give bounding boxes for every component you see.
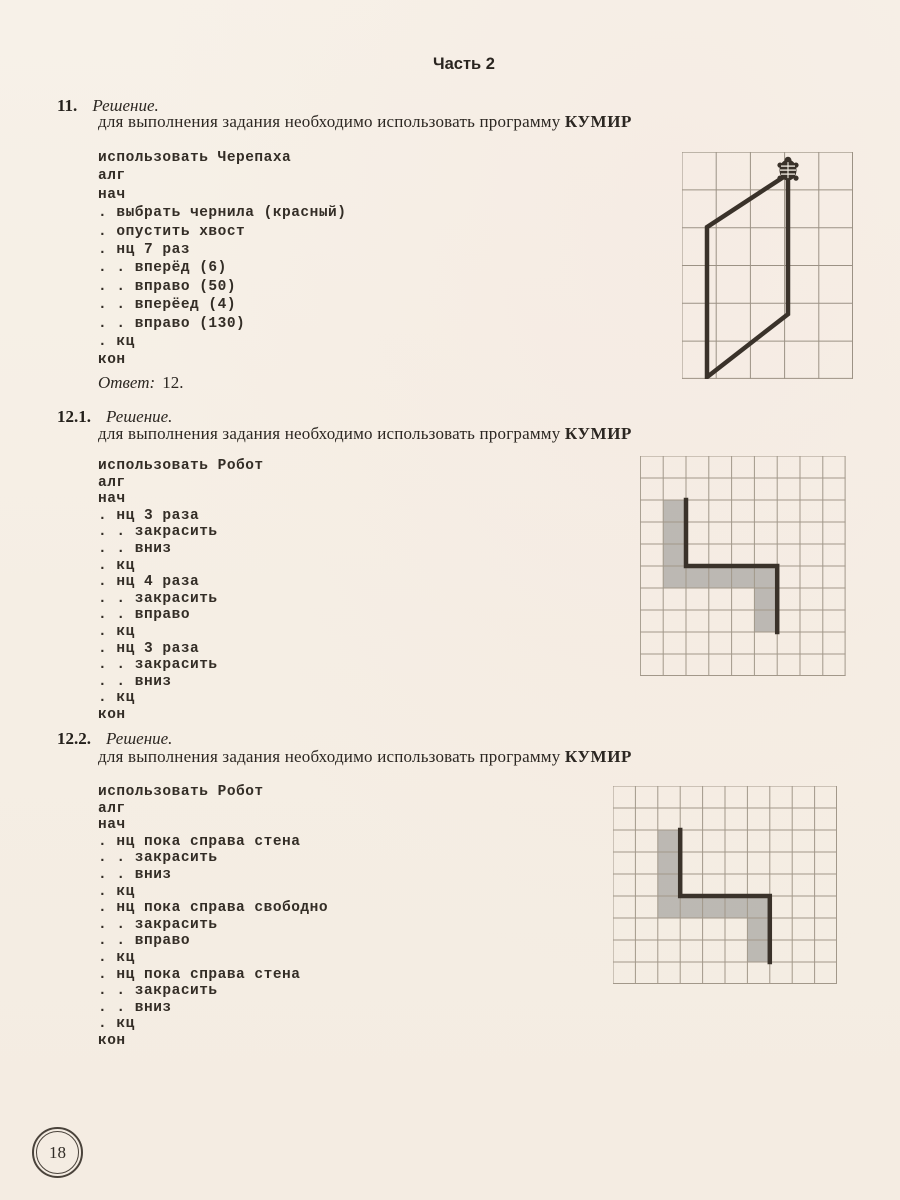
code-line: . нц 4 раза xyxy=(98,574,200,591)
code-line: использовать Робот xyxy=(98,784,264,800)
page-number: 18 xyxy=(49,1142,66,1162)
code-line: . . закрасить xyxy=(98,850,218,867)
code-line: . кц xyxy=(98,949,135,966)
page-number-badge xyxy=(32,1127,83,1178)
code-line: . . вниз xyxy=(98,673,172,690)
code-line: . . вправо (130) xyxy=(98,315,246,332)
code-line: . . закрасить xyxy=(98,983,218,1000)
answer-label: Ответ: xyxy=(98,373,156,392)
code-line: . опустить хвост xyxy=(98,223,246,240)
solution-label: Решение. xyxy=(92,96,159,115)
section-label: 11. xyxy=(57,96,78,115)
code-line: . . вправо xyxy=(98,607,191,624)
code-line: алг xyxy=(98,800,126,817)
intro-text: для выполнения задания необходимо использовать программу КУМИР xyxy=(98,424,633,443)
code-line: . нц 3 раза xyxy=(98,640,200,657)
figure-turtle-parallelogram xyxy=(682,152,853,379)
code-line: . . вправо xyxy=(98,933,191,950)
solution-label: Решение. xyxy=(106,729,173,748)
code-line: . . вправо (50) xyxy=(98,278,237,295)
code-block-11 xyxy=(98,149,346,370)
code-line: нач xyxy=(98,186,126,203)
code-line: . нц 3 раза xyxy=(98,507,200,524)
code-line: . кц xyxy=(98,623,135,640)
section-label: 12.1. xyxy=(57,407,91,426)
intro-text: для выполнения задания необходимо использовать программу КУМИР xyxy=(98,112,633,131)
code-line: . . вперёед (4) xyxy=(98,297,237,314)
code-line: . . вперёд (6) xyxy=(98,260,227,277)
section-label: 12.2. xyxy=(57,729,91,748)
code-line: . . вниз xyxy=(98,866,172,883)
figure-robot-field-1 xyxy=(640,456,846,676)
code-line: . . закрасить xyxy=(98,916,218,933)
code-line: . . закрасить xyxy=(98,657,218,674)
code-line: . выбрать чернила (красный) xyxy=(98,205,347,222)
code-line: кон xyxy=(98,352,126,369)
answer-line xyxy=(98,373,183,393)
code-line: использовать Робот xyxy=(98,458,264,474)
program-name: КУМИР xyxy=(564,747,633,766)
program-name: КУМИР xyxy=(564,424,633,443)
program-name: КУМИР xyxy=(564,112,633,131)
code-line: нач xyxy=(98,491,126,508)
code-line: . . вниз xyxy=(98,540,172,557)
code-block-12-2 xyxy=(98,784,328,1050)
code-line: нач xyxy=(98,817,126,834)
code-line: . кц xyxy=(98,883,135,900)
code-line: . кц xyxy=(98,1016,135,1033)
code-line: алг xyxy=(98,168,126,185)
code-line: . . закрасить xyxy=(98,524,218,541)
code-line: . нц пока справа свободно xyxy=(98,900,329,917)
code-line: . кц xyxy=(98,334,135,351)
code-line: использовать Черепаха xyxy=(98,150,292,166)
drawn-shape xyxy=(707,174,788,377)
section-12-2-heading xyxy=(57,729,172,749)
part-title: Часть 2 xyxy=(433,55,495,73)
code-line: кон xyxy=(98,1032,126,1049)
code-line: . кц xyxy=(98,557,135,574)
grid-lines xyxy=(613,786,837,984)
code-line: . нц пока справа стена xyxy=(98,833,301,850)
code-line: . . вниз xyxy=(98,999,172,1016)
code-line: . . закрасить xyxy=(98,590,218,607)
code-line: . нц пока справа стена xyxy=(98,966,301,983)
code-line: кон xyxy=(98,706,126,723)
code-block-12-1 xyxy=(98,458,264,724)
intro-text: для выполнения задания необходимо использовать программу КУМИР xyxy=(98,747,633,766)
code-line: . нц 7 раз xyxy=(98,242,191,259)
solution-label: Решение. xyxy=(106,407,173,426)
code-line: алг xyxy=(98,474,126,491)
answer-value: 12. xyxy=(162,373,184,392)
figure-robot-field-2 xyxy=(613,786,837,984)
code-line: . кц xyxy=(98,690,135,707)
